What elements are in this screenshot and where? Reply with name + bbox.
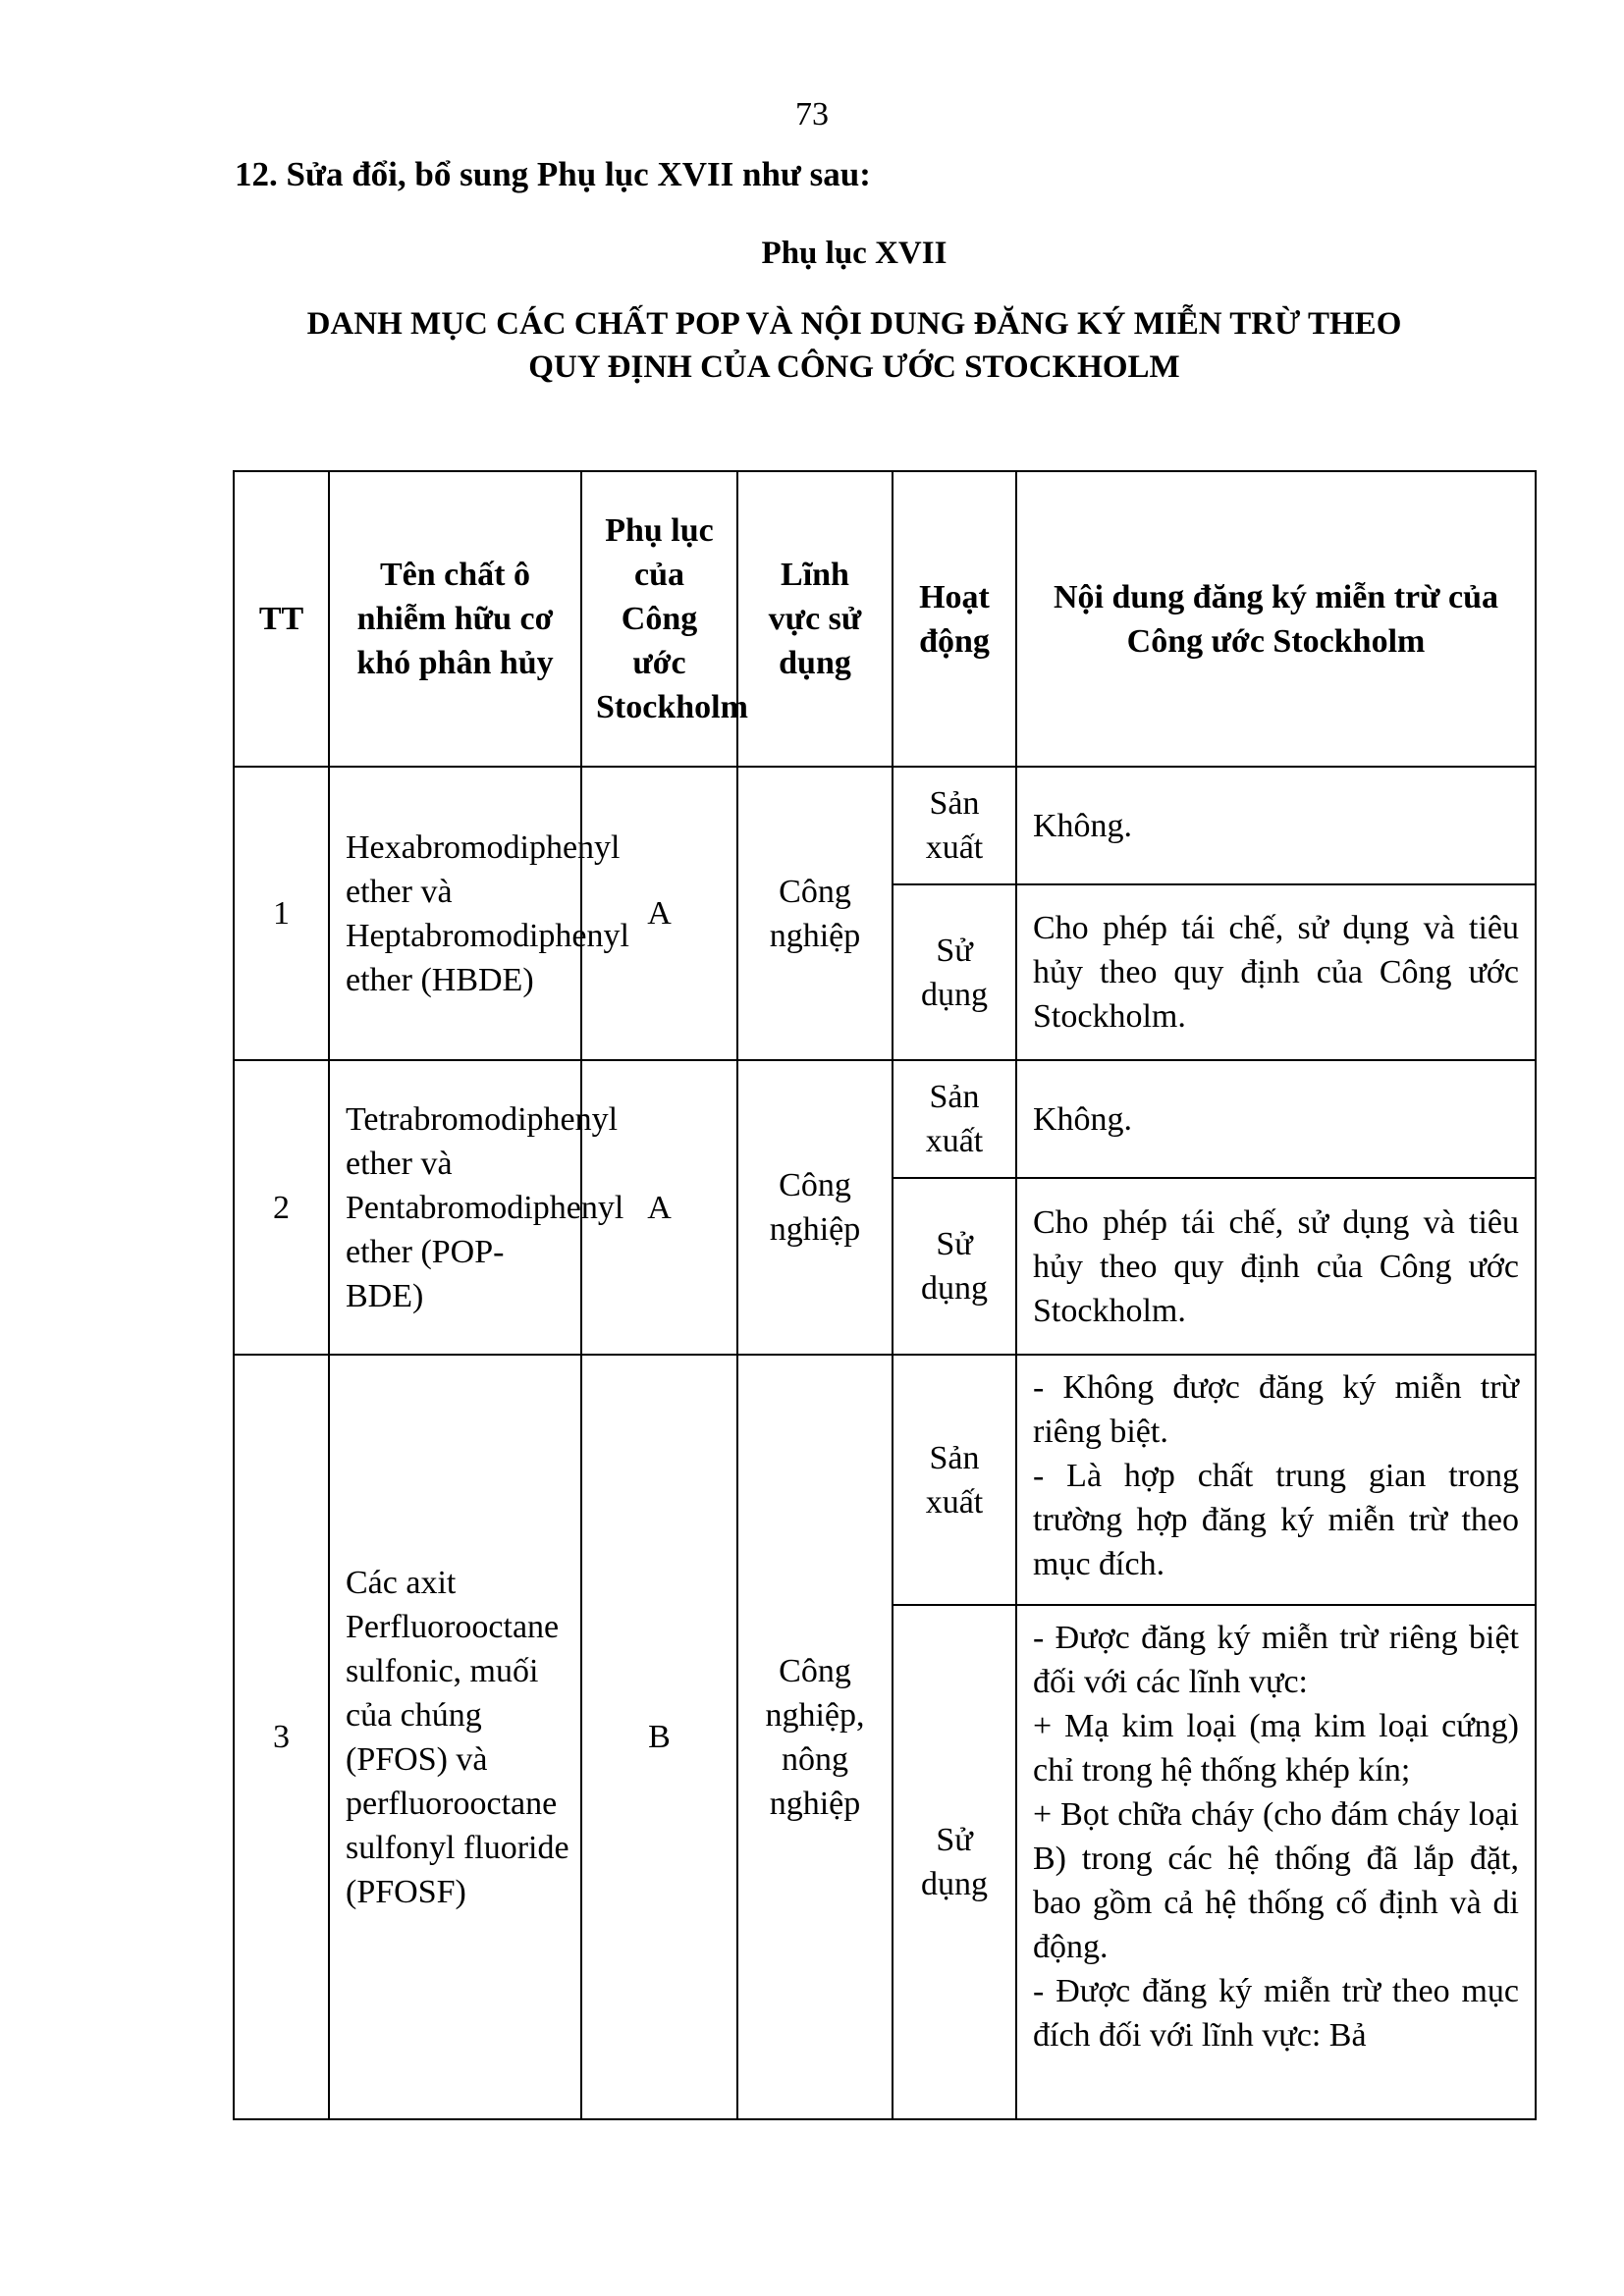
- exemption-content: Cho phép tái chế, sử dụng và tiêu hủy theo quy định của Công ước Stockholm.: [1016, 1178, 1536, 1355]
- row-number: 3: [234, 1355, 329, 2119]
- field-of-use: Công nghiệp, nông nghiệp: [737, 1355, 893, 2119]
- exemption-content: [1016, 1355, 1536, 1605]
- substance-name: Hexabromodiphenyl ether và Heptabromodiphenyl ether (HBDE): [329, 767, 581, 1060]
- exemption-content: [1016, 1605, 1536, 2119]
- table-row: [234, 1060, 1536, 1178]
- activity-use: Sử dụng: [893, 884, 1016, 1060]
- page-number: 73: [795, 96, 829, 133]
- activity-production: Sản xuất: [893, 767, 1016, 884]
- content-line: + Mạ kim loại (mạ kim loại cứng) chỉ trong hệ thống khép kín;: [1033, 1708, 1519, 1789]
- header-substance-name: Tên chất ô nhiễm hữu cơ khó phân hủy: [329, 471, 581, 767]
- document-title: [0, 302, 1624, 389]
- exemption-content: Cho phép tái chế, sử dụng và tiêu hủy theo quy định của Công ước Stockholm.: [1016, 884, 1536, 1060]
- content-line: - Được đăng ký miễn trừ theo mục đích đối với lĩnh vực: Bả: [1033, 1973, 1519, 2054]
- content-line: + Bọt chữa cháy (cho đám cháy loại B) trong các hệ thống đã lắp đặt, bao gồm cả hệ thống cố định và di động.: [1033, 1796, 1519, 1965]
- activity-use: Sử dụng: [893, 1178, 1016, 1355]
- document-title-line-2: QUY ĐỊNH CỦA CÔNG ƯỚC STOCKHOLM: [528, 349, 1180, 385]
- field-of-use: Công nghiệp: [737, 1060, 893, 1355]
- exemption-content: Không.: [1016, 767, 1536, 884]
- substance-name: Các axit Perfluorooctane sulfonic, muối của chúng (PFOS) và perfluorooctane sulfonyl fluoride (PFOSF): [329, 1355, 581, 2119]
- table-header-row: [234, 471, 1536, 767]
- convention-annex: A: [581, 1060, 737, 1355]
- header-field-of-use: Lĩnh vực sử dụng: [737, 471, 893, 767]
- row-number: 1: [234, 767, 329, 1060]
- substance-name: Tetrabromodiphenyl ether và Pentabromodiphenyl ether (POP-BDE): [329, 1060, 581, 1355]
- header-convention-annex: Phụ lục của Công ước Stockholm: [581, 471, 737, 767]
- header-exemption-content: Nội dung đăng ký miễn trừ của Công ước Stockholm: [1016, 471, 1536, 767]
- table-row: [234, 767, 1536, 884]
- content-line: - Được đăng ký miễn trừ riêng biệt đối với các lĩnh vực:: [1033, 1620, 1519, 1700]
- table-row: [234, 1355, 1536, 1605]
- field-of-use: Công nghiệp: [737, 767, 893, 1060]
- row-number: 2: [234, 1060, 329, 1355]
- convention-annex: A: [581, 767, 737, 1060]
- header-tt: TT: [234, 471, 329, 767]
- header-activity: Hoạt động: [893, 471, 1016, 767]
- activity-production: Sản xuất: [893, 1355, 1016, 1605]
- section-heading: 12. Sửa đổi, bổ sung Phụ lục XVII như sau:: [235, 155, 871, 193]
- content-line: - Là hợp chất trung gian trong trường hợp đăng ký miễn trừ theo mục đích.: [1033, 1458, 1519, 1582]
- activity-production: Sản xuất: [893, 1060, 1016, 1178]
- appendix-title: Phụ lục XVII: [761, 236, 947, 271]
- content-line: - Không được đăng ký miễn trừ riêng biệt.: [1033, 1369, 1519, 1450]
- pop-exemption-table: [233, 470, 1537, 2120]
- convention-annex: B: [581, 1355, 737, 2119]
- document-title-line-1: DANH MỤC CÁC CHẤT POP VÀ NỘI DUNG ĐĂNG KÝ MIỄN TRỪ THEO: [306, 306, 1402, 342]
- activity-use: Sử dụng: [893, 1605, 1016, 2119]
- exemption-content: Không.: [1016, 1060, 1536, 1178]
